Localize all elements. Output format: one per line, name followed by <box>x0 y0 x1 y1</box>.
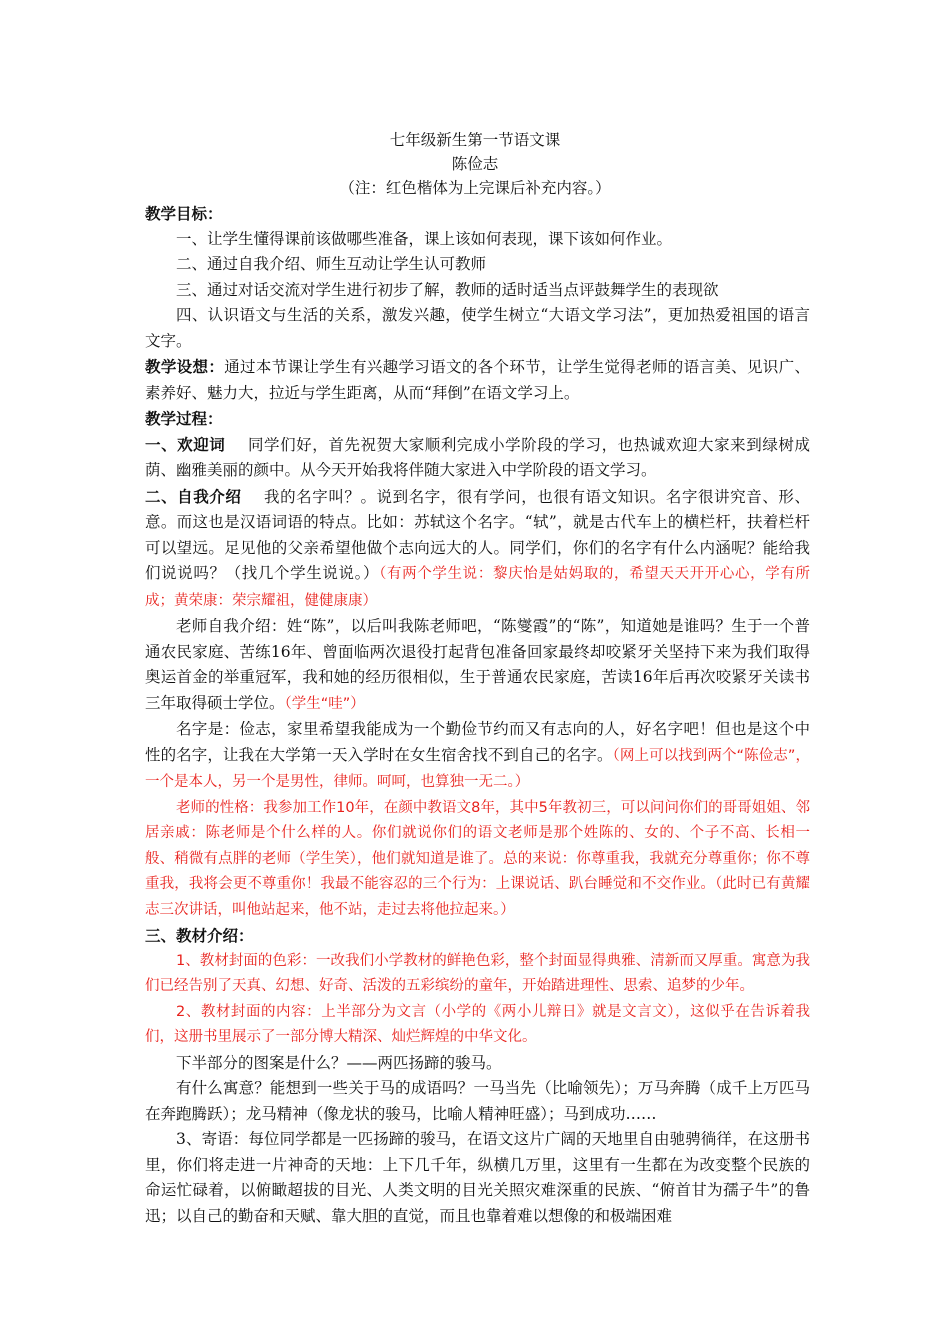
message-paragraph: 3、寄语：每位同学都是一匹扬蹄的骏马，在语文这片广阔的天地里自由驰骋徜徉，在这册书里，你们将走进一片神奇的天地：上下几千年，纵横几万里，这里有一生都在为改变整个民族的命运忙碌着，以俯瞰超拔的目光、人类文明的目光关照灾难深重的民族、“俯首甘为孺子牛”的鲁迅；以自己的勤奋和天赋、靠大胆的直觉，而且也靠着难以想像的和极端困难 <box>145 1130 810 1225</box>
meaning-paragraph: 有什么寓意？能想到一些关于马的成语吗？一马当先（比喻领先）；万马奔腾（成千上万匹马在奔跑腾跃）；龙马精神（像龙状的骏马，比喻人精神旺盛）；马到成功…… <box>145 1079 810 1123</box>
doc-body <box>145 201 810 1229</box>
name-paragraph <box>145 717 810 796</box>
intro-text: 我的名字叫？。说到名字，很有学问，也很有语文知识。名字很讲究音、形、意。而这也是汉语词语的特点。比如：苏轼这个名字。“轼”，就是古代车上的横栏杆，扶着栏杆可以望远。足见他的父亲希望他做个志向远大的人。同学们，你们的名字有什么内涵呢？能给我们说说吗？（找几个学生说说。） <box>145 487 810 582</box>
teacher-intro-red: （学生“哇”） <box>284 695 365 712</box>
teacher-intro-paragraph <box>145 614 810 717</box>
doc-title: 七年级新生第一节语文课 <box>389 131 561 149</box>
textbook-heading: 三、教材介绍： <box>145 926 254 945</box>
design-paragraph <box>145 354 810 406</box>
intro-paragraph <box>145 484 810 615</box>
lower-half-paragraph: 下半部分的图案是什么？——两匹扬蹄的骏马。 <box>176 1053 502 1072</box>
name-text: 名字是：俭志，家里希望我能成为一个勤俭节约而又有志向的人，好名字吧！但也是这个中性的名字，让我在大学第一天入学时在女生宿舍找不到自己的名字。 <box>145 720 810 764</box>
welcome-text: 同学们好，首先祝贺大家顺利完成小学阶段的学习，也热诚欢迎大家来到绿树成荫、幽雅美丽的颜中。从今天开始我将伴随大家进入中学阶段的语文学习。 <box>145 435 810 479</box>
design-heading: 教学设想： <box>145 357 225 376</box>
cover-color-paragraph: 1、教材封面的色彩：一改我们小学教材的鲜艳色彩，整个封面显得典雅、清新而又厚重。寓意为我们已经告别了天真、幻想、好奇、活泼的五彩缤纷的童年，开始踏进理性、思索、追梦的少年。 <box>145 952 810 994</box>
name-red: （网上可以找到两个“陈俭志”，一个是本人，另一个是男性，律师。呵呵，也算独一无二。） <box>145 747 810 790</box>
doc-note: （注：红色楷体为上完课后补充内容。） <box>339 179 611 197</box>
doc-author: 陈俭志 <box>451 155 499 173</box>
goal-item-2: 二、通过自我介绍、师生互动让学生认可教师 <box>176 255 487 273</box>
intro-red-note: （有两个学生说：黎庆怡是姑妈取的，希望天天开开心心，学有所成；黄荣康：荣宗耀祖，健健康康） <box>145 566 810 609</box>
welcome-heading: 一、欢迎词 <box>145 434 226 454</box>
character-paragraph: 老师的性格：我参加工作10年，在颜中教语文8年，其中5年教初三，可以问问你们的哥哥姐姐、邻居亲戚：陈老师是个什么样的人。你们就说你们的语文老师是那个姓陈的、女的、个子不高、长相一般、稍微有点胖的老师（学生笑），他们就知道是谁了。总的来说：你尊重我，我就充分尊重你；你不尊重我，我将会更不尊重你！我最不能容忍的三个行为：上课说话、趴台睡觉和不交作业。（此时已有黄耀志三次讲话，叫他站起来，他不站，走过去将他拉起来。） <box>145 799 810 918</box>
welcome-paragraph <box>145 432 810 484</box>
goals-heading: 教学目标： <box>145 204 223 223</box>
goal-item-4: 四、认识语文与生活的关系，激发兴趣，使学生树立“大语文学习法”，更加热爱祖国的语言文字。 <box>145 306 810 350</box>
teacher-intro-text: 老师自我介绍：姓“陈”，以后叫我陈老师吧，“陈燮霞”的“陈”，知道她是谁吗？生于一个普通农民家庭、苦练16年、曾面临两次退役打起背包准备回家最终却咬紧牙关坚持下来为我们取得奥运首金的举重冠军，我和她的经历很相似，生于普通农民家庭，苦读16年后再次咬紧牙关读书三年取得硕士学位。 <box>145 617 810 712</box>
goal-item-3: 三、通过对话交流对学生进行初步了解，教师的适时适当点评鼓舞学生的表现欲 <box>176 280 719 299</box>
intro-heading: 二、自我介绍 <box>145 486 242 506</box>
goal-item-1: 一、让学生懂得课前该做哪些准备，课上该如何表现，课下该如何作业。 <box>176 229 673 248</box>
design-text: 通过本节课让学生有兴趣学习语文的各个环节，让学生觉得老师的语言美、见识广、素养好、魅力大，拉近与学生距离，从而“拜倒”在语文学习上。 <box>145 358 810 402</box>
cover-content-paragraph: 2、教材封面的内容：上半部分为文言（小学的《两小儿辩日》就是文言文），这似乎在告诉着我们，这册书里展示了一部分博大精深、灿烂辉煌的中华文化。 <box>145 1003 810 1045</box>
process-heading: 教学过程： <box>145 409 223 428</box>
